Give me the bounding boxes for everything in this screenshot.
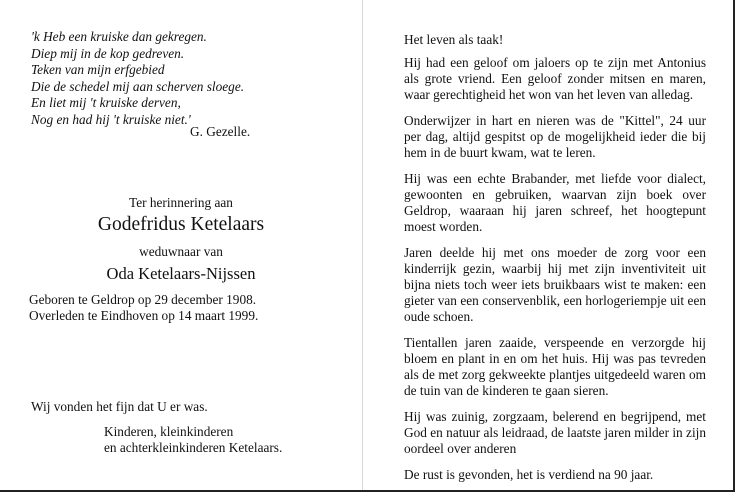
life-dates xyxy=(29,292,258,324)
poem-line: Nog en had hij 't kruiske niet.' xyxy=(31,111,191,127)
death-line: Overleden te Eindhoven op 14 maart 1999. xyxy=(29,308,259,323)
paragraph: Hij was zuinig, zorgzaam, belerend en begrijpend, met God en natuur als leidraad, de laatste jaren milder in zijn oordeel over anderen xyxy=(404,409,706,456)
spouse-name: Oda Ketelaars-Nijssen xyxy=(106,264,256,283)
fold-line xyxy=(362,0,363,490)
poem-line: Teken van mijn erfgebied xyxy=(31,62,165,78)
poem xyxy=(31,29,244,129)
family-line: Kinderen, kleinkinderen xyxy=(104,424,234,439)
deceased-name: Godefridus Ketelaars xyxy=(97,214,265,235)
poem-author: G. Gezelle. xyxy=(190,124,251,139)
paragraph: Tientallen jaren zaaide, verspeende en verzorgde hij bloem en plant in en om het huis. Hij was pas tevreden als de met zorg gekweekte plantjes uitgedeeld waren om de tuin van de kinderen te gaan sieren. xyxy=(404,335,706,398)
relation-text: weduwnaar van xyxy=(139,244,223,259)
family-signature xyxy=(104,424,282,456)
poem-line: Die de schedel mij aan scherven sloege. xyxy=(31,78,245,94)
family-line: en achterkleinkinderen Ketelaars. xyxy=(104,440,283,455)
memorial-intro: Ter herinnering aan xyxy=(129,195,233,210)
paragraph: Jaren deelde hij met ons moeder de zorg voor een kinderrijk gezin, waarbij hij met zijn inventiviteit uit bijna niets toch weer iets bruikbaars wist te maken: een gieter van een conservenblik, een horlogeriempje uit een oude schoen. xyxy=(404,245,706,324)
paragraph: Onderwijzer in hart en nieren was de "Kittel", 24 uur per dag, altijd gespitst op de mogelijkheid ieder die bij hem in de buurt kwam, wat te leren. xyxy=(404,113,706,160)
paragraph: Het leven als taak! xyxy=(404,32,504,47)
left-panel xyxy=(0,0,362,490)
poem-line: Diep mij in de kop gedreven. xyxy=(31,45,185,61)
poem-line: 'k Heb een kruiske dan gekregen. xyxy=(31,29,207,44)
thanks-line: Wij vonden het fijn dat U er was. xyxy=(31,399,208,414)
right-panel xyxy=(404,32,706,493)
birth-line: Geboren te Geldrop op 29 december 1908. xyxy=(29,292,257,307)
paragraph: De rust is gevonden, het is verdiend na 90 jaar. xyxy=(404,467,654,482)
paragraph: Hij was een echte Brabander, met liefde voor dialect, gewoonten en gebruiken, waarvan zijn boek over Geldrop, waaraan hij jaren schreef, het hoogtepunt moest worden. xyxy=(404,171,706,234)
paragraph: Hij had een geloof om jaloers op te zijn met Antonius als grote vriend. Een geloof zonder mitsen en maren, waar gerechtigheid het won van het leven van alledag. xyxy=(404,55,706,102)
poem-line: En liet mij 't kruiske derven, xyxy=(31,95,181,111)
